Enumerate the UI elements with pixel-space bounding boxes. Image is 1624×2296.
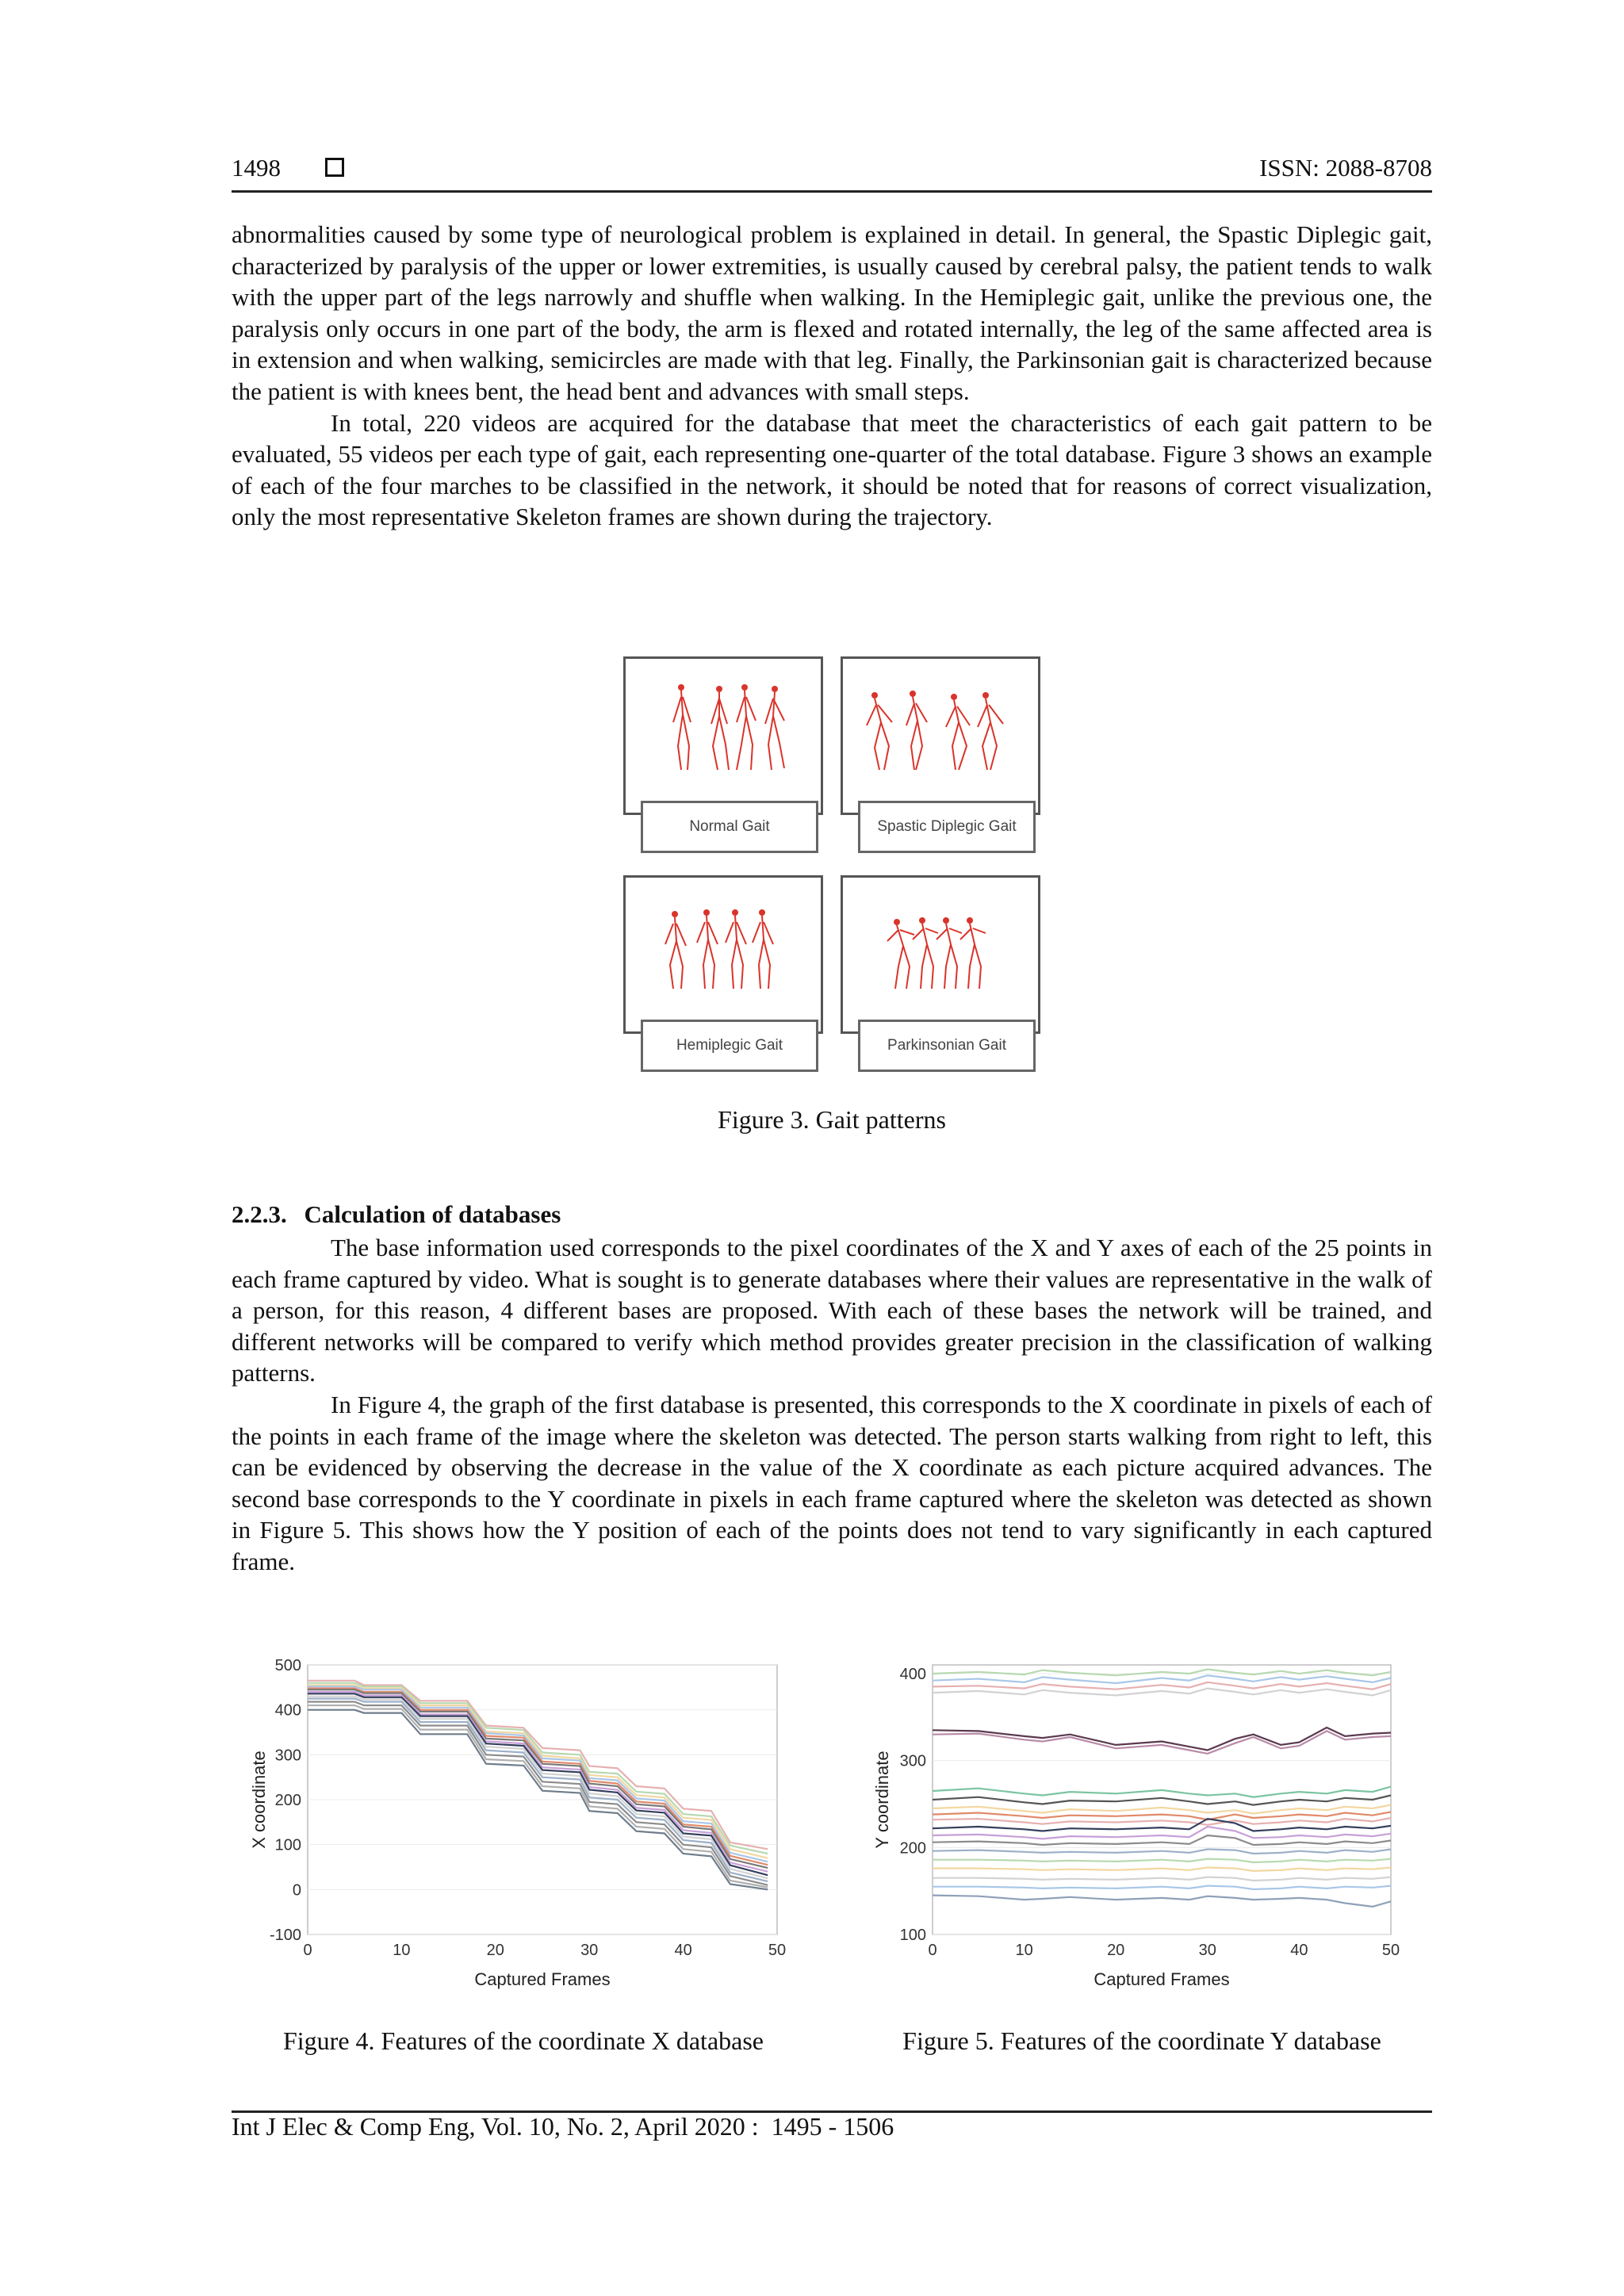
figure-5-caption: Figure 5. Features of the coordinate Y database xyxy=(902,2026,1381,2055)
skeleton-drawing xyxy=(626,659,821,778)
x-axis-label: Captured Frames xyxy=(1094,1969,1230,1989)
figure-5-chart xyxy=(856,1649,1427,1998)
x-axis-label: Captured Frames xyxy=(474,1969,611,1989)
x-tick-label: 30 xyxy=(580,1942,599,1959)
gait-label: Normal Gait xyxy=(641,801,818,853)
paragraph: The base information used corresponds to the pixel coordinates of the X and Y axes of each of the 25 points in each frame captured by video. What is sought is to generate databases where their values are representative in the walk of a person, for this reason, 4 different bases are proposed. With each of these bases the network will be trained, and different networks will be compared to verify which method provides greater precision in the classification of walking patterns. xyxy=(232,1234,1432,1387)
header-rule xyxy=(232,190,1432,193)
section-number: 2.2.3. xyxy=(232,1200,287,1228)
x-tick-label: 50 xyxy=(1381,1942,1400,1959)
y-tick-label: 200 xyxy=(899,1839,926,1858)
x-tick-label: 0 xyxy=(928,1942,937,1959)
gait-panel xyxy=(623,656,823,815)
section-title: Calculation of databases xyxy=(304,1200,561,1228)
figure-3-caption: Figure 3. Gait patterns xyxy=(718,1105,946,1134)
page-number: 1498 xyxy=(232,154,281,182)
y-tick-label: 500 xyxy=(274,1657,301,1674)
y-tick-label: -100 xyxy=(269,1927,301,1944)
gait-label: Parkinsonian Gait xyxy=(858,1020,1036,1072)
gait-label: Spastic Diplegic Gait xyxy=(858,801,1036,853)
body-text-top xyxy=(232,219,1432,533)
y-tick-label: 0 xyxy=(292,1881,301,1900)
skeleton-drawing xyxy=(626,878,821,997)
issn: ISSN: 2088-8708 xyxy=(1259,154,1432,182)
x-tick-label: 20 xyxy=(1107,1942,1125,1959)
x-tick-label: 50 xyxy=(768,1942,787,1959)
x-tick-label: 40 xyxy=(1290,1942,1308,1959)
gait-panel xyxy=(841,656,1040,815)
body-text-middle xyxy=(232,1232,1432,1578)
y-tick-label: 400 xyxy=(899,1665,926,1683)
gait-label: Hemiplegic Gait xyxy=(641,1020,818,1072)
y-tick-label: 200 xyxy=(274,1792,301,1809)
paragraph: abnormalities caused by some type of neurological problem is explained in detail. In general, the Spastic Diplegic gait, characterized by paralysis of the upper or lower extremities, is usually caused by cerebral palsy, the patient tends to walk with the upper part of the legs narrowly and shuffle when walking. In the Hemiplegic gait, unlike the previous one, the paralysis only occurs in one part of the body, the arm is flexed and rotated internally, the leg of the same affected area is in extension and when walking, semicircles are made with that leg. Finally, the Parkinsonian gait is characterized because the patient is with knees bent, the head bent and advances with small steps. xyxy=(232,220,1432,405)
x-tick-label: 40 xyxy=(674,1942,692,1959)
paragraph: In Figure 4, the graph of the first database is presented, this corresponds to the X coordinate in pixels of each of the points in each frame of the image where the skeleton was detected. The person starts walking from right to left, this can be evidenced by observing the decrease in the value of the X coordinate as each picture acquired advances. The second base corresponds to the Y coordinate in pixels in each frame captured where the skeleton was detected as shown in Figure 5. This shows how the Y position of each of the points does not tend to vary significantly in each captured frame. xyxy=(232,1390,1432,1575)
y-tick-label: 400 xyxy=(274,1701,301,1720)
gait-panel xyxy=(623,875,823,1034)
x-tick-label: 0 xyxy=(303,1942,312,1959)
x-tick-label: 30 xyxy=(1198,1942,1216,1959)
x-tick-label: 10 xyxy=(393,1942,411,1959)
checkbox-icon xyxy=(325,158,344,177)
paragraph: In total, 220 videos are acquired for the database that meet the characteristics of each gait pattern to be evaluated, 55 videos per each type of gait, each representing one-quarter of the total database. Figure 3 shows an example of each of the four marches to be classified in the network, it should be noted that for reasons of correct visualization, only the most representative Skeleton frames are shown during the trajectory. xyxy=(232,408,1432,531)
y-axis-label: Y coordinate xyxy=(872,1751,892,1849)
x-tick-label: 20 xyxy=(486,1942,504,1959)
figure-3 xyxy=(623,656,1044,1075)
section-heading xyxy=(232,1200,561,1229)
figure-4-caption: Figure 4. Features of the coordinate X database xyxy=(282,2026,764,2055)
figure-4-chart xyxy=(238,1649,809,1998)
footer-citation: Int J Elec & Comp Eng, Vol. 10, No. 2, April 2020 : 1495 - 1506 xyxy=(232,2112,894,2141)
y-tick-label: 100 xyxy=(899,1927,926,1944)
x-tick-label: 10 xyxy=(1015,1942,1033,1959)
y-axis-label: X coordinate xyxy=(249,1751,269,1849)
skeleton-drawing xyxy=(843,659,1038,778)
y-tick-label: 300 xyxy=(899,1752,926,1770)
skeleton-drawing xyxy=(843,878,1038,997)
y-tick-label: 300 xyxy=(274,1747,301,1765)
y-tick-label: 100 xyxy=(274,1836,301,1854)
gait-panel xyxy=(841,875,1040,1034)
